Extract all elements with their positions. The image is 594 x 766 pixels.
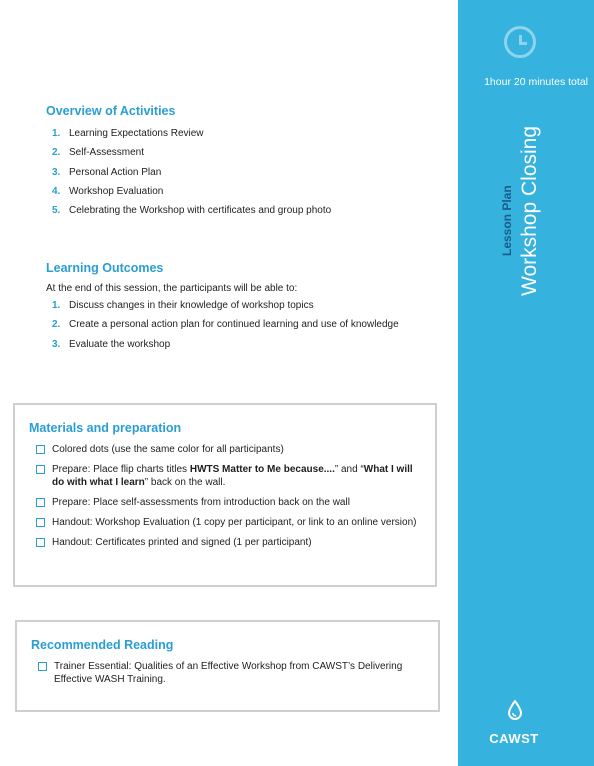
- item-text-b: HWTS Matter to Me because....: [189, 464, 335, 475]
- reading-list: [38, 660, 418, 686]
- checklist-item: [36, 443, 426, 456]
- checkbox[interactable]: [36, 465, 45, 474]
- checkbox[interactable]: [36, 538, 45, 547]
- sidebar: [458, 0, 594, 766]
- lesson-plan-label: Lesson Plan: [500, 185, 514, 256]
- item-text: Trainer Essential: Qualities of an Effective Workshop from CAWST’s Delivering Effective WASH Training.: [54, 661, 403, 685]
- duration-text: 1hour 20 minutes total: [484, 76, 588, 88]
- checkbox[interactable]: [36, 445, 45, 454]
- checkbox[interactable]: [36, 518, 45, 527]
- item-text: Workshop Evaluation: [69, 185, 164, 197]
- item-text: Handout: Workshop Evaluation (1 copy per participant, or link to an online version): [52, 517, 417, 528]
- list-item: [46, 127, 331, 146]
- item-text: Prepare: Place self-assessments from introduction back on the wall: [52, 497, 350, 508]
- checkbox[interactable]: [38, 662, 47, 671]
- materials-list: [36, 443, 426, 549]
- item-text-d: What I will do with what I learn: [52, 464, 413, 488]
- list-item: [46, 185, 331, 204]
- list-item: [46, 146, 331, 165]
- item-text: Celebrating the Workshop with certificates and group photo: [69, 205, 332, 217]
- cawst-logo: CAWST: [489, 731, 539, 746]
- item-number: 2.: [52, 147, 61, 159]
- list-item: [46, 318, 399, 337]
- materials-heading: Materials and preparation: [29, 421, 182, 435]
- item-text: Evaluate the workshop: [69, 338, 171, 350]
- water-drop-icon: [508, 700, 522, 720]
- checklist-item: [36, 536, 426, 549]
- item-text-c: ” and “: [334, 464, 364, 475]
- reading-heading: Recommended Reading: [31, 638, 174, 652]
- item-number: 5.: [52, 205, 61, 217]
- list-item: [46, 166, 331, 185]
- list-item: [46, 204, 331, 223]
- overview-heading: Overview of Activities: [46, 104, 176, 118]
- checklist-item: [36, 516, 426, 529]
- item-text-e: ” back on the wall.: [144, 477, 226, 488]
- item-text: Colored dots (use the same color for all participants): [52, 444, 284, 455]
- item-number: 4.: [52, 185, 61, 197]
- item-text-a: Prepare: Place flip charts titles: [52, 464, 190, 475]
- item-text: Self-Assessment: [69, 147, 145, 159]
- item-number: 1.: [52, 128, 61, 139]
- item-number: 1.: [52, 300, 61, 311]
- list-item: [46, 338, 399, 357]
- item-text: Discuss changes in their knowledge of workshop topics: [69, 300, 314, 311]
- checklist-item: [36, 496, 426, 509]
- overview-list: [46, 127, 331, 223]
- clock-icon: [504, 26, 536, 58]
- item-text: Personal Action Plan: [69, 166, 162, 178]
- outcomes-intro: At the end of this session, the participants will be able to:: [46, 283, 298, 294]
- item-number: 2.: [52, 319, 61, 331]
- outcomes-heading: Learning Outcomes: [46, 261, 164, 275]
- item-text: Learning Expectations Review: [69, 128, 204, 139]
- item-text: Create a personal action plan for continued learning and use of knowledge: [69, 319, 399, 331]
- workshop-title: Workshop Closing: [518, 125, 541, 296]
- outcomes-list: [46, 299, 399, 357]
- checklist-item: [38, 660, 418, 686]
- item-number: 3.: [52, 166, 61, 178]
- checkbox[interactable]: [36, 498, 45, 507]
- item-text: Handout: Certificates printed and signed (1 per participant): [52, 537, 312, 548]
- checklist-item: [36, 463, 426, 489]
- item-number: 3.: [52, 338, 61, 350]
- list-item: [46, 299, 399, 318]
- lesson-title: [500, 126, 542, 296]
